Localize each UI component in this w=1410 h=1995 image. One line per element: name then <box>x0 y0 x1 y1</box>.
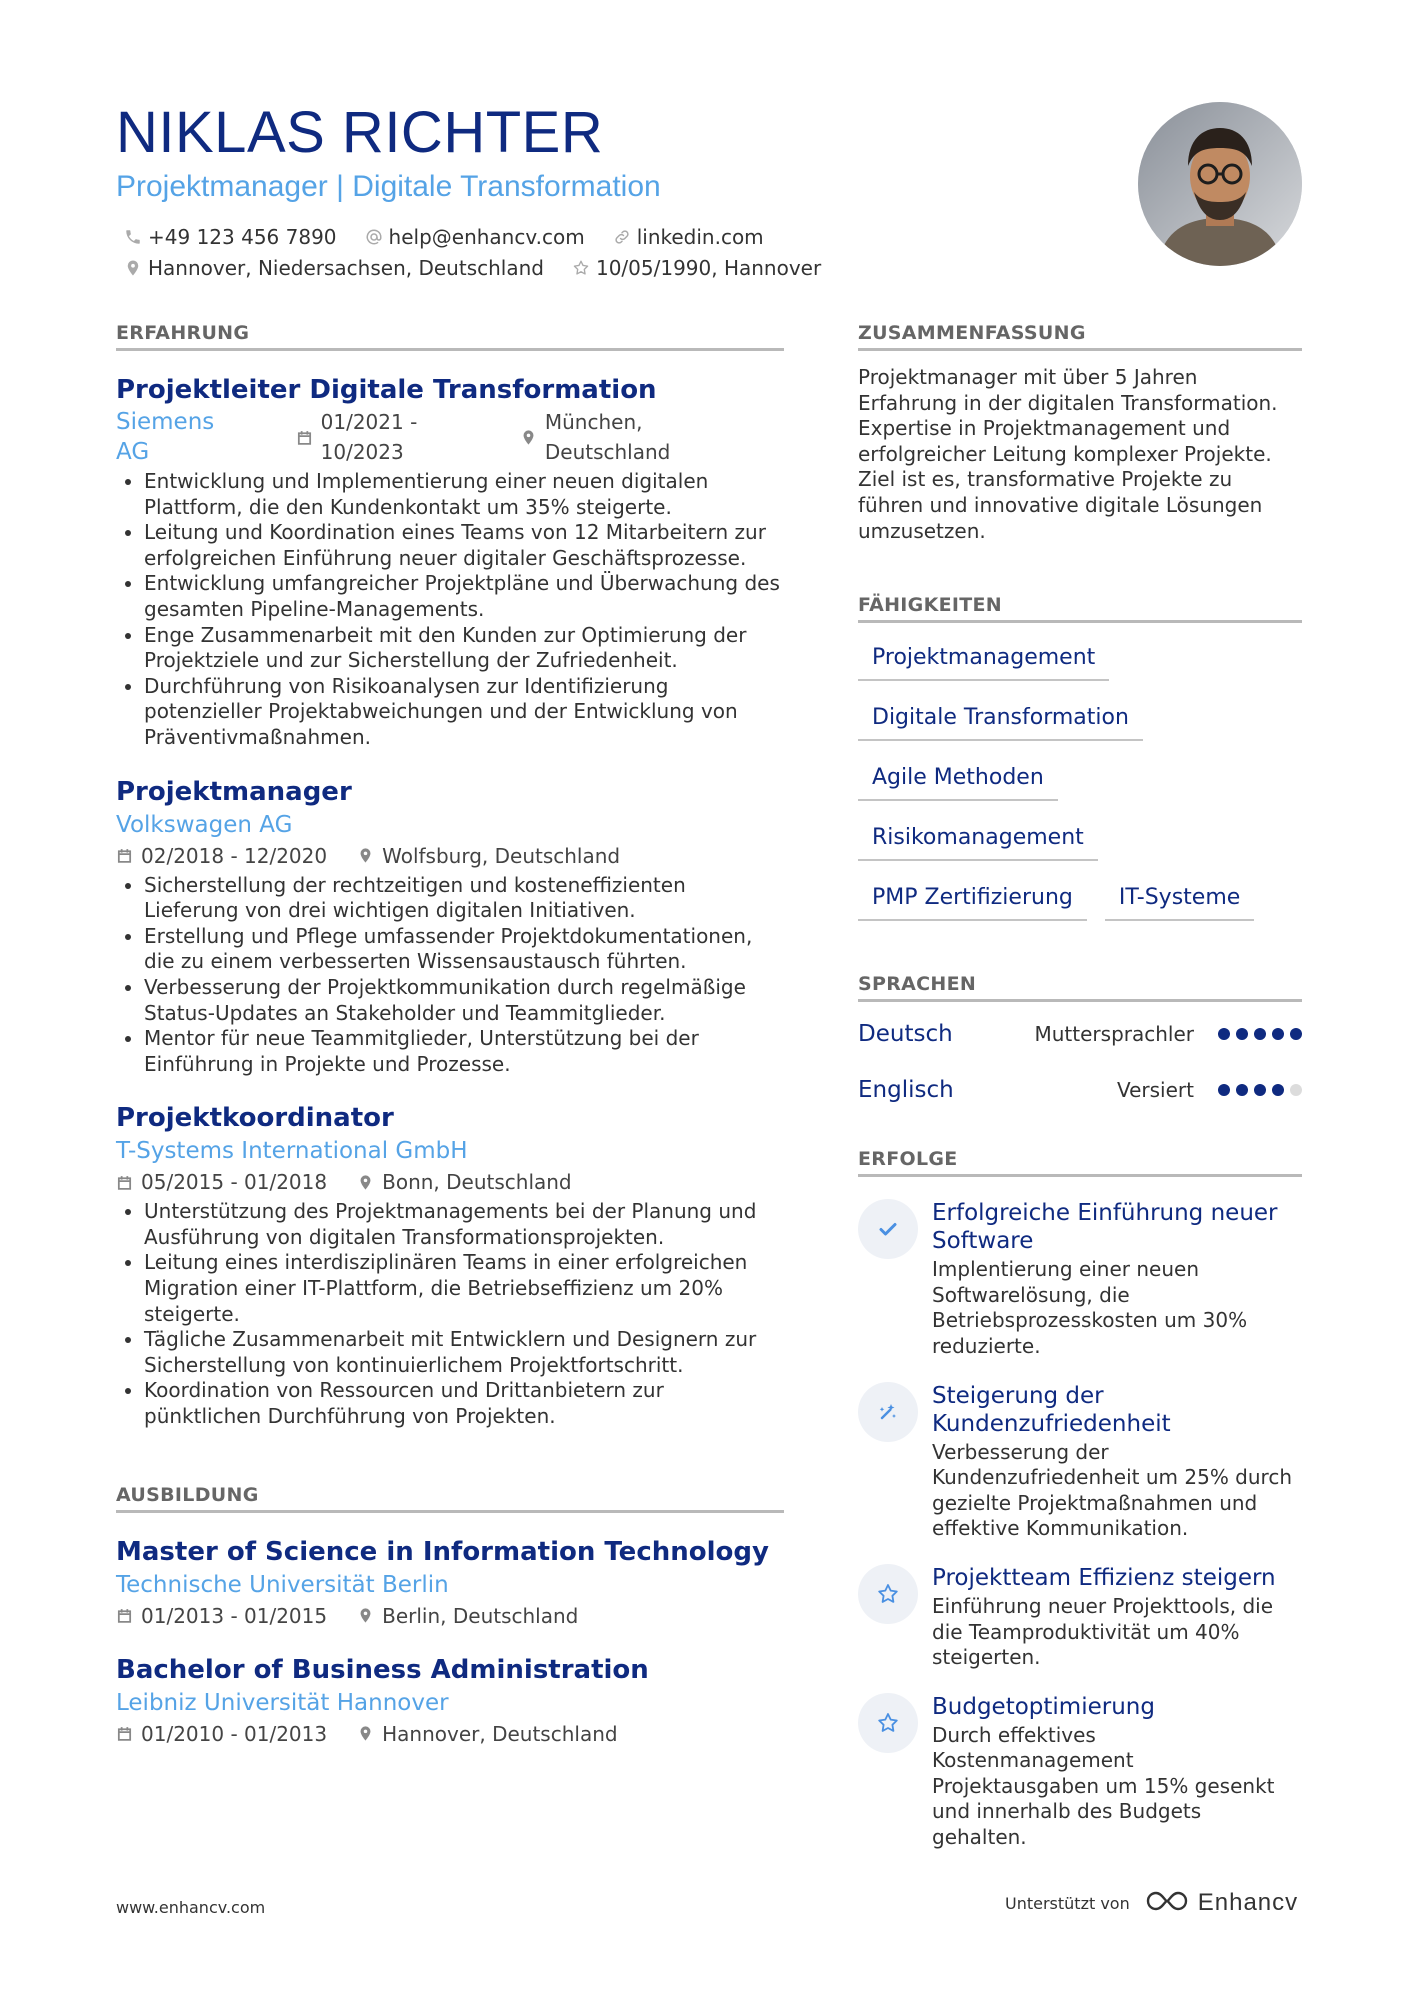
achievement-body <box>932 1199 1302 1359</box>
achievement-desc: Einführung neuer Projekttools, die die Teamproduktivität um 40% steigerten. <box>932 1593 1274 1670</box>
location-text: Bonn, Deutschland <box>382 1170 572 1195</box>
achievement-title: Budgetoptimierung <box>932 1693 1155 1720</box>
experience-role: Projektleiter Digitale Transformation <box>116 375 657 405</box>
skill-tag: Projektmanagement <box>858 637 1109 681</box>
skill-tag: Agile Methoden <box>858 757 1058 801</box>
candidate-headline: Projektmanager | Digitale Transformation <box>116 170 661 203</box>
calendar-icon <box>116 1607 133 1624</box>
education-meta <box>116 1719 784 1749</box>
rating-dot-filled <box>1218 1084 1230 1096</box>
achievement-title: Steigerung der Kundenzufriedenheit <box>932 1382 1171 1437</box>
achievements-section-title: ERFOLGE <box>858 1148 1302 1177</box>
language-level: Versiert <box>1116 1078 1194 1103</box>
location-text: Berlin, Deutschland <box>382 1603 579 1628</box>
contact-row-1 <box>124 222 792 252</box>
achievement-desc: Verbesserung der Kundenzufriedenheit um 25% durch gezielte Projektmaßnahmen und effektive Kommunikation. <box>932 1439 1293 1541</box>
bullet: • Entwicklung umfangreicher Projektpläne und Überwachung des gesamten Pipeline-Managements. <box>144 571 784 622</box>
contact-row-2 <box>124 253 849 283</box>
bullet: • Tägliche Zusammenarbeit mit Entwicklern und Designern zur Sicherstellung von kontinuierlichem Projektfortschritt. <box>144 1327 784 1378</box>
birth-text: 10/05/1990, Hannover <box>595 256 822 280</box>
rating-dot-filled <box>1254 1084 1266 1096</box>
phone-icon <box>124 228 142 246</box>
experience-company: T-Systems International GmbH <box>116 1138 468 1165</box>
achievement-item <box>858 1382 1302 1542</box>
contact-email[interactable] <box>365 225 585 249</box>
experience-company: Siemens AG <box>116 409 215 465</box>
linkedin-text[interactable]: linkedin.com <box>636 225 764 249</box>
contact-linkedin[interactable] <box>613 225 764 249</box>
star-icon <box>572 259 590 277</box>
achievement-body <box>932 1564 1302 1671</box>
contact-birth <box>572 256 821 280</box>
bullet: • Verbesserung der Projektkommunikation durch regelmäßige Status-Updates an Stakeholder und Teammitglieder. <box>144 975 784 1026</box>
location-pin-icon <box>520 429 537 446</box>
footer-website[interactable]: www.enhancv.com <box>116 1898 266 1917</box>
date-text: 01/2013 - 01/2015 <box>141 1603 328 1628</box>
education-degree: Master of Science in Information Technology <box>116 1536 769 1567</box>
bullet: • Leitung und Koordination eines Teams von 12 Mitarbeitern zur erfolgreichen Einführung neuer digitaler Geschäftsprozesse. <box>144 520 784 571</box>
experience-company: Volkswagen AG <box>116 811 293 838</box>
experience-role: Projektkoordinator <box>116 1103 394 1134</box>
summary-section-title: ZUSAMMENFASSUNG <box>858 322 1302 351</box>
achievement-item <box>858 1564 1302 1671</box>
achievement-title: Erfolgreiche Einführung neuer Software <box>932 1200 1278 1255</box>
experience-entry <box>116 775 784 1078</box>
date-range <box>116 1167 327 1197</box>
achievement-desc: Durch effektives Kostenmanagement Projektausgaben um 15% gesenkt und innerhalb des Budgets gehalten. <box>932 1722 1275 1850</box>
calendar-icon <box>116 1725 133 1742</box>
sparkle-icon <box>858 1382 918 1442</box>
experience-meta <box>116 407 784 467</box>
experience-bullets <box>116 1199 784 1429</box>
rating-dot-filled <box>1236 1084 1248 1096</box>
experience-bullets <box>116 873 784 1078</box>
education-entry <box>116 1535 784 1631</box>
calendar-icon <box>116 1174 133 1191</box>
skill-tag: Digitale Transformation <box>858 697 1143 741</box>
brand-name: Enhancv <box>1197 1889 1299 1916</box>
experience-bullets <box>116 469 784 751</box>
achievements-list <box>858 1199 1302 1851</box>
rating-dot-filled <box>1272 1084 1284 1096</box>
link-icon <box>613 228 631 246</box>
candidate-name: NIKLAS RICHTER <box>116 100 604 165</box>
education-section-title: AUSBILDUNG <box>116 1484 784 1513</box>
at-icon <box>365 228 383 246</box>
location-pin-icon <box>357 1174 374 1191</box>
achievement-body <box>932 1693 1302 1851</box>
rating-dot-filled <box>1254 1028 1266 1040</box>
location-text: Hannover, Deutschland <box>382 1721 618 1746</box>
education-school: Leibniz Universität Hannover <box>116 1689 449 1716</box>
date-range <box>116 841 327 871</box>
right-column <box>858 322 1302 1873</box>
calendar-icon <box>296 429 313 446</box>
calendar-icon <box>116 847 133 864</box>
education-degree: Bachelor of Business Administration <box>116 1654 649 1685</box>
footer-branding <box>1005 1888 1298 1918</box>
skill-tag: IT-Systeme <box>1105 877 1254 921</box>
languages-section-title: SPRACHEN <box>858 973 1302 1002</box>
date-text: 05/2015 - 01/2018 <box>141 1170 328 1195</box>
location-text: Wolfsburg, Deutschland <box>382 843 621 868</box>
enhancv-logo-icon <box>1144 1888 1190 1918</box>
experience-entry <box>116 373 784 751</box>
language-name: Deutsch <box>858 1021 953 1048</box>
date-text: 01/2021 - 10/2023 <box>320 410 418 464</box>
location-text: München, Deutschland <box>544 410 671 464</box>
bullet: • Enge Zusammenarbeit mit den Kunden zur Optimierung der Projektziele und zur Sicherstellung der Zufriedenheit. <box>144 623 784 674</box>
bullet: • Mentor für neue Teammitglieder, Unterstützung bei der Einführung in Projekte und Prozesse. <box>144 1026 784 1077</box>
location <box>357 1167 572 1197</box>
experience-role: Projektmanager <box>116 776 352 807</box>
language-row <box>858 1006 1302 1062</box>
email-text[interactable]: help@enhancv.com <box>388 225 585 249</box>
languages-list <box>858 1006 1302 1118</box>
contact-phone <box>124 225 337 249</box>
achievement-desc: Implentierung einer neuen Softwarelösung, die Betriebsprozesskosten um 30% reduzierte. <box>932 1257 1248 1358</box>
phone-text: +49 123 456 7890 <box>148 225 337 249</box>
location-pin-icon <box>357 1607 374 1624</box>
language-level: Muttersprachler <box>1034 1022 1194 1047</box>
left-column <box>116 322 784 1749</box>
experience-entry <box>116 1101 784 1429</box>
skill-tag: Risikomanagement <box>858 817 1098 861</box>
achievement-title: Projektteam Effizienz steigern <box>932 1564 1276 1591</box>
achievement-item <box>858 1199 1302 1359</box>
date-range <box>116 1601 327 1631</box>
bullet: • Unterstützung des Projektmanagements bei der Planung und Ausführung von digitalen Transformationsprojekten. <box>144 1199 784 1250</box>
language-row <box>858 1062 1302 1118</box>
date-text: 02/2018 - 12/2020 <box>141 843 328 868</box>
powered-by-text: Unterstützt von <box>1005 1893 1130 1913</box>
bullet: • Entwicklung und Implementierung einer neuen digitalen Plattform, die den Kundenkontakt um 35% steigerte. <box>144 469 784 520</box>
skills-list <box>858 637 1302 937</box>
rating-dots <box>1212 1084 1302 1096</box>
summary-text: Projektmanager mit über 5 Jahren Erfahrung in der digitalen Transformation. Expertise in Projektmanagement und erfolgreicher Leitung komplexer Projekte. Ziel ist es, transformative Projekte zu führen und innovative digitale Lösungen umzusetzen. <box>858 365 1278 543</box>
location <box>357 1719 617 1749</box>
contact-location <box>124 256 544 280</box>
skill-tag: PMP Zertifizierung <box>858 877 1087 921</box>
location-pin-icon <box>124 259 142 277</box>
rating-dot-filled <box>1218 1028 1230 1040</box>
location <box>520 407 754 467</box>
location-pin-icon <box>357 1725 374 1742</box>
location <box>357 1601 578 1631</box>
bullet: • Koordination von Ressourcen und Drittanbietern zur pünktlichen Durchführung von Projekten. <box>144 1378 784 1429</box>
date-range <box>116 1719 327 1749</box>
language-name: Englisch <box>858 1077 954 1104</box>
experience-meta <box>116 841 784 871</box>
education-meta <box>116 1601 784 1631</box>
achievement-item <box>858 1693 1302 1851</box>
date-range <box>296 407 490 467</box>
language-proficiency <box>1117 1078 1302 1102</box>
achievement-body <box>932 1382 1302 1542</box>
rating-dot-filled <box>1272 1028 1284 1040</box>
star-icon <box>858 1693 918 1753</box>
experience-meta <box>116 1167 784 1197</box>
rating-dot-filled <box>1236 1028 1248 1040</box>
rating-dot-filled <box>1290 1028 1302 1040</box>
education-school: Technische Universität Berlin <box>116 1571 449 1598</box>
language-proficiency <box>1035 1022 1303 1046</box>
location-text: Hannover, Niedersachsen, Deutschland <box>148 256 544 280</box>
bullet: • Leitung eines interdisziplinären Teams in einer erfolgreichen Migration einer IT-Plattform, die Betriebseffizienz um 20% steigerte. <box>144 1250 784 1327</box>
check-icon <box>858 1199 918 1259</box>
bullet: • Erstellung und Pflege umfassender Projektdokumentationen, die zu einem verbesserten Wissensaustausch führten. <box>144 924 784 975</box>
bullet: • Sicherstellung der rechtzeitigen und kosteneffizienten Lieferung von drei wichtigen digitalen Initiativen. <box>144 873 784 924</box>
skills-section-title: FÄHIGKEITEN <box>858 594 1302 623</box>
star-icon <box>858 1564 918 1624</box>
date-text: 01/2010 - 01/2013 <box>141 1721 328 1746</box>
rating-dots <box>1212 1028 1302 1040</box>
rating-dot-empty <box>1290 1084 1302 1096</box>
education-entry <box>116 1653 784 1749</box>
avatar <box>1138 102 1302 266</box>
experience-section-title: ERFAHRUNG <box>116 322 784 351</box>
bullet: • Durchführung von Risikoanalysen zur Identifizierung potenzieller Projektabweichungen und der Entwicklung von Präventivmaßnahmen. <box>144 674 784 751</box>
location-pin-icon <box>357 847 374 864</box>
location <box>357 841 620 871</box>
